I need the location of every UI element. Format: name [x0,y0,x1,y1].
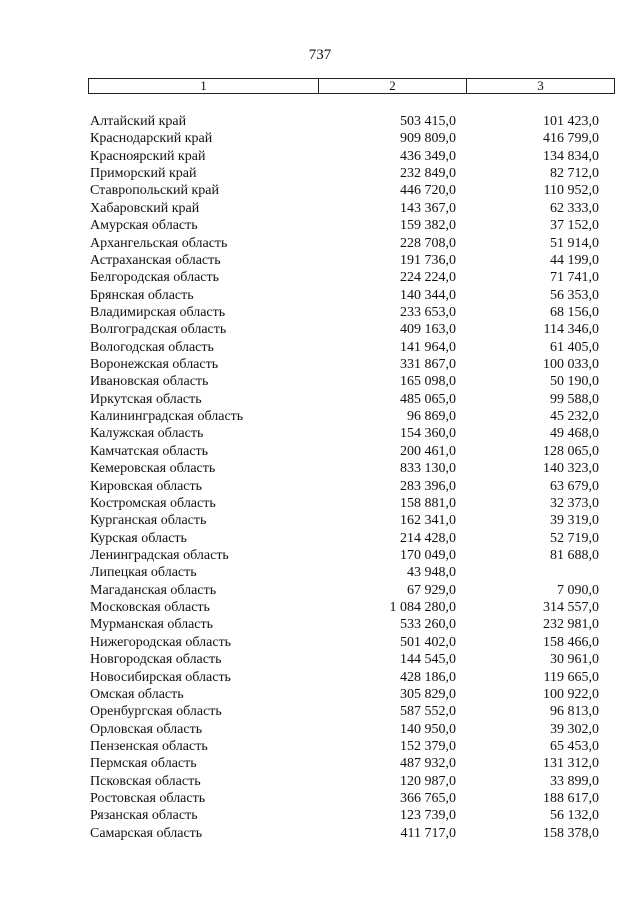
table-row [0,478,640,495]
region-name: Костромская область [90,495,216,511]
col2-value: 446 720,0 [400,183,456,199]
col3-value: 50 190,0 [550,374,599,390]
col3-value: 188 617,0 [543,791,599,807]
region-name: Брянская область [90,287,194,303]
table-row [0,460,640,477]
col2-value: 162 341,0 [400,513,456,529]
region-name: Ивановская область [90,374,209,390]
col2-value: 331 867,0 [400,357,456,373]
col3-value: 49 468,0 [550,426,599,442]
table-row [0,443,640,460]
table-row [0,738,640,755]
region-name: Ростовская область [90,791,206,807]
col2-value: 67 929,0 [407,582,456,598]
region-name: Новосибирская область [90,669,231,685]
table-row [0,773,640,790]
col3-value: 68 156,0 [550,304,599,320]
table-row [0,564,640,581]
region-name: Краснодарский край [90,131,213,147]
col3-value: 99 588,0 [550,391,599,407]
col3-value: 56 353,0 [550,287,599,303]
region-name: Воронежская область [90,357,219,373]
table-row [0,217,640,234]
table-row [0,339,640,356]
table-row [0,651,640,668]
col2-value: 140 344,0 [400,287,456,303]
region-name: Московская область [90,600,210,616]
table-row [0,165,640,182]
region-name: Иркутская область [90,391,202,407]
region-name: Кировская область [90,478,203,494]
col2-value: 305 829,0 [400,686,456,702]
region-name: Ленинградская область [90,547,229,563]
col3-value: 33 899,0 [550,773,599,789]
col3-value: 30 961,0 [550,652,599,668]
col3-value: 416 799,0 [543,131,599,147]
col3-value: 51 914,0 [550,235,599,251]
col2-value: 233 653,0 [400,304,456,320]
col2-value: 409 163,0 [400,322,456,338]
col3-value: 52 719,0 [550,530,599,546]
region-name: Псковская область [90,773,201,789]
col3-value: 32 373,0 [550,495,599,511]
region-name: Астраханская область [90,252,221,268]
region-name: Пермская область [90,756,197,772]
col2-value: 120 987,0 [400,773,456,789]
table-row [0,408,640,425]
col2-value: 214 428,0 [400,530,456,546]
region-name: Омская область [90,686,184,702]
region-name: Вологодская область [90,339,214,355]
region-name: Камчатская область [90,443,209,459]
col3-value: 114 346,0 [543,322,599,338]
col3-value: 128 065,0 [543,443,599,459]
region-name: Алтайский край [90,114,187,129]
col2-value: 158 881,0 [400,495,456,511]
table-row [0,130,640,147]
table-row [0,356,640,373]
table-row [0,321,640,338]
table-row [0,252,640,269]
col2-value: 503 415,0 [400,114,456,129]
col3-value: 63 679,0 [550,478,599,494]
col2-value: 436 349,0 [400,148,456,164]
region-name: Архангельская область [90,235,228,251]
region-name: Ставропольский край [90,183,219,199]
col2-value: 96 869,0 [407,409,456,425]
col3-value: 71 741,0 [550,270,599,286]
col3-value: 232 981,0 [543,617,599,633]
col3-value: 100 922,0 [543,686,599,702]
col2-value: 485 065,0 [400,391,456,407]
region-name: Курская область [90,530,187,546]
table-row [0,148,640,165]
col3-value: 7 090,0 [557,582,599,598]
col2-value: 366 765,0 [400,791,456,807]
col3-value: 82 712,0 [550,166,599,182]
region-name: Курганская область [90,513,207,529]
table-row [0,547,640,564]
region-name: Самарская область [90,825,203,841]
region-name: Калининградская область [90,409,244,425]
region-name: Кемеровская область [90,461,216,477]
region-name: Новгородская область [90,652,222,668]
col2-value: 143 367,0 [400,200,456,216]
region-name: Мурманская область [90,617,214,633]
region-name: Хабаровский край [90,200,200,216]
table-row [0,755,640,772]
region-name: Амурская область [90,218,198,234]
table-row [0,495,640,512]
col3-value: 110 952,0 [543,183,599,199]
table-row [0,200,640,217]
region-name: Оренбургская область [90,704,222,720]
col2-value: 224 224,0 [400,270,456,286]
col2-value: 833 130,0 [400,461,456,477]
region-name: Магаданская область [90,582,217,598]
col2-value: 411 717,0 [400,825,456,841]
col2-value: 200 461,0 [400,443,456,459]
region-name: Владимирская область [90,304,226,320]
col3-value: 101 423,0 [543,114,599,129]
table-row [0,391,640,408]
col3-value: 81 688,0 [550,547,599,563]
col2-value: 141 964,0 [400,339,456,355]
region-name: Приморский край [90,166,197,182]
col3-value: 65 453,0 [550,738,599,754]
col3-value: 131 312,0 [543,756,599,772]
region-name: Нижегородская область [90,634,232,650]
col2-value: 587 552,0 [400,704,456,720]
col3-value: 56 132,0 [550,808,599,824]
col3-value: 39 302,0 [550,721,599,737]
header-col-2: 2 [319,79,467,94]
col3-value: 100 033,0 [543,357,599,373]
col3-value: 62 333,0 [550,200,599,216]
table-row [0,686,640,703]
col2-value: 152 379,0 [400,738,456,754]
table-row [0,599,640,616]
col3-value: 45 232,0 [550,409,599,425]
col3-value: 158 466,0 [543,634,599,650]
col3-value: 140 323,0 [543,461,599,477]
col2-value: 123 739,0 [400,808,456,824]
col3-value: 158 378,0 [543,825,599,841]
col2-value: 140 950,0 [400,721,456,737]
region-name: Пензенская область [90,738,208,754]
table-row [0,269,640,286]
table-row [0,235,640,252]
col3-value: 96 813,0 [550,704,599,720]
col2-value: 170 049,0 [400,547,456,563]
col3-value: 61 405,0 [550,339,599,355]
col2-value: 428 186,0 [400,669,456,685]
col3-value: 39 319,0 [550,513,599,529]
region-name: Калужская область [90,426,204,442]
region-name: Липецкая область [90,565,197,581]
table-row [0,182,640,199]
table-row [0,790,640,807]
region-name: Волгоградская область [90,322,227,338]
table-row [0,825,640,842]
page-number: 737 [308,47,332,63]
col3-value: 119 665,0 [543,669,599,685]
table-row [0,425,640,442]
col2-value: 909 809,0 [400,131,456,147]
col2-value: 283 396,0 [400,478,456,494]
region-name: Белгородская область [90,270,220,286]
region-name: Красноярский край [90,148,206,164]
table-row [0,807,640,824]
table-row [0,512,640,529]
table-row [0,530,640,547]
col3-value: 134 834,0 [543,148,599,164]
col2-value: 1 084 280,0 [389,600,456,616]
table-row [0,373,640,390]
table-row [0,113,640,130]
col2-value: 533 260,0 [400,617,456,633]
table-row [0,287,640,304]
table-row [0,582,640,599]
column-number-header [88,78,615,94]
region-name: Рязанская область [90,808,198,824]
col2-value: 165 098,0 [400,374,456,390]
col3-value: 314 557,0 [543,600,599,616]
col2-value: 501 402,0 [400,634,456,650]
col2-value: 228 708,0 [400,235,456,251]
table-row [0,669,640,686]
header-row [89,79,615,94]
col2-value: 232 849,0 [400,166,456,182]
col2-value: 144 545,0 [400,652,456,668]
col2-value: 191 736,0 [400,252,456,268]
table-row [0,721,640,738]
table-row [0,703,640,720]
region-name: Орловская область [90,721,203,737]
table-row [0,616,640,633]
header-col-3: 3 [467,79,615,94]
table-row [0,304,640,321]
col2-value: 487 932,0 [400,756,456,772]
col2-value: 154 360,0 [400,426,456,442]
header-col-1: 1 [89,79,319,94]
col3-value: 44 199,0 [550,252,599,268]
data-table-body [0,113,640,842]
col2-value: 43 948,0 [407,565,456,581]
table-row [0,634,640,651]
col2-value: 159 382,0 [400,218,456,234]
col3-value: 37 152,0 [550,218,599,234]
